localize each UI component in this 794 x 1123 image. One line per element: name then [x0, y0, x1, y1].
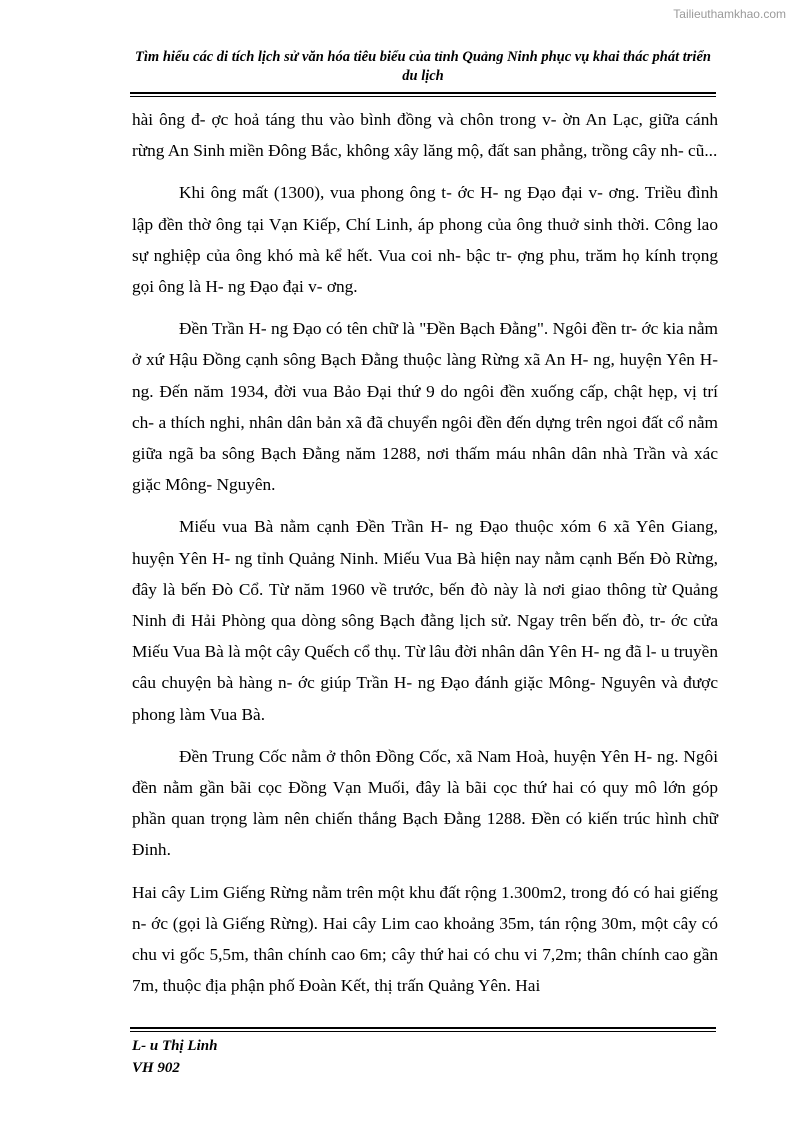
paragraph: Hai cây Lim Giếng Rừng nằm trên một khu đất rộng 1.300m2, trong đó có hai giếng n- ớc (gọi là Giếng Rừng). Hai cây Lim cao khoảng 35m, tán rộng 30m, một cây có chu vi gốc 5,5m, thân chính cao 6m; cây thứ hai có chu vi 7,2m; thân chính cao gần 7m, thuộc địa phận phố Đoàn Kết, thị trấn Quảng Yên. Hai [132, 882, 718, 996]
footer-divider-thin [130, 1031, 716, 1032]
paragraph: Khi ông mất (1300), vua phong ông t- ớc H- ng Đạo đại v- ơng. Triều đình lập đền thờ ông tại Vạn Kiếp, Chí Linh, áp phong của ông thuở sinh thời. Công lao sự nghiệp của ông khó mà kể hết. Vua coi nh- bậc tr- ợng phu, trăm họ kính trọng gọi ông là H- ng Đạo đại v- ơng. [132, 183, 718, 297]
watermark-text: Tailieuthamkhao.com [673, 7, 786, 21]
page-header: Tìm hiểu các di tích lịch sử văn hóa tiêu biểu của tỉnh Quảng Ninh phục vụ khai thác phát triển du lịch [135, 49, 711, 84]
document-body [132, 104, 718, 1012]
page-footer [132, 1035, 217, 1079]
header-divider-thin [130, 96, 716, 97]
paragraph: Đền Trung Cốc nằm ở thôn Đồng Cốc, xã Nam Hoà, huyện Yên H- ng. Ngôi đền nằm gần bãi cọc Đồng Vạn Muối, đây là bãi cọc thứ hai có quy mô lớn góp phần quan trọng làm nên chiến thắng Bạch Đằng 1288. Đền có kiến trúc hình chữ Đinh. [132, 746, 718, 860]
header-divider [130, 92, 716, 94]
paragraph: Miếu vua Bà nằm cạnh Đền Trần H- ng Đạo thuộc xóm 6 xã Yên Giang, huyện Yên H- ng tỉnh Quảng Ninh. Miếu Vua Bà hiện nay nằm cạnh Bến Đò Rừng, đây là bến Đò Cổ. Từ năm 1960 về trước, bến đò này là nơi giao thông từ Quảng Ninh đi Hải Phòng qua dòng sông Bạch đằng lịch sử. Ngay trên bến đò, tr- ớc cửa Miếu Vua Bà là một cây Quếch cổ thụ. Từ lâu đời nhân dân Yên H- ng đã l- u truyền câu chuyện bà hàng n- ớc giúp Trần H- ng Đạo đánh giặc Mông- Nguyên và được phong làm Vua Bà. [132, 517, 718, 724]
paragraph: Đền Trần H- ng Đạo có tên chữ là "Đền Bạch Đằng". Ngôi đền tr- ớc kia nằm ở xứ Hậu Đồng cạnh sông Bạch Đằng thuộc làng Rừng xã An H- ng, huyện Yên H- ng. Đến năm 1934, đời vua Bảo Đại thứ 9 do ngôi đền xuống cấp, chật hẹp, vị trí ch- a thích nghi, nhân dân bản xã đã chuyển ngôi đền đến dựng trên ngoi đất cổ nằm giữa ngã ba sông Bạch Đằng năm 1288, nơi thấm máu nhân dân nhà Trần và xác giặc Mông- Nguyên. [132, 319, 718, 495]
footer-divider [130, 1027, 716, 1029]
footer-author: L- u Thị Linh [132, 1038, 218, 1054]
footer-class-code: VH 902 [132, 1060, 180, 1076]
paragraph: hài ông đ- ợc hoả táng thu vào bình đồng và chôn trong v- ờn An Lạc, giữa cánh rừng An Sinh miền Đông Bắc, không xây lăng mộ, đất san phẳng, trồng cây nh- cũ... [132, 110, 718, 161]
